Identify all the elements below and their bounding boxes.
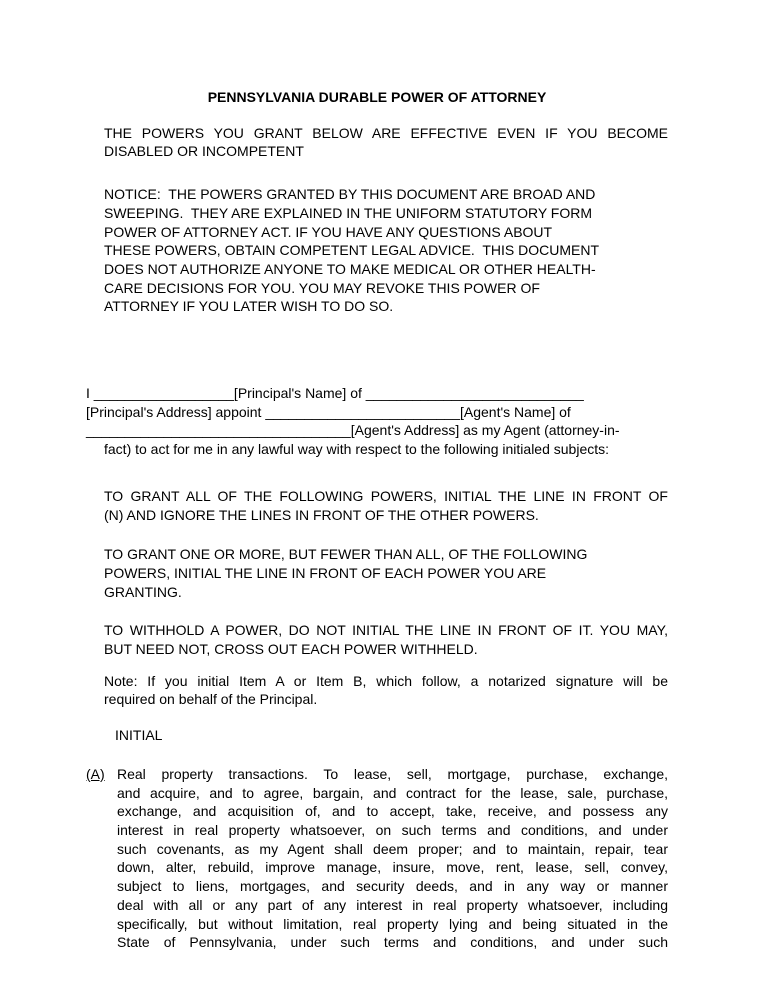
text-line: GRANTING. [104, 583, 182, 600]
text-line: required on behalf of the Principal. [104, 691, 318, 708]
document-title: PENNSYLVANIA DURABLE POWER OF ATTORNEY [207, 89, 547, 105]
text-line: specifically, but without limitation, real property lying and being situated in the [117, 915, 668, 932]
item-a-text [117, 765, 668, 952]
text-line: TO GRANT ONE OR MORE, BUT FEWER THAN ALL, OF THE FOLLOWING [104, 546, 588, 563]
text-line: TO GRANT ALL OF THE FOLLOWING POWERS, INITIAL THE LINE IN FRONT OF [104, 487, 668, 504]
initial-label: INITIAL [115, 727, 163, 744]
text-line: such covenants, as my Agent shall deem proper; and to maintain, repair, tear [117, 840, 668, 857]
effective-statement [86, 124, 668, 161]
text-line: subject to liens, mortgages, and security deeds, and in any way or manner [117, 878, 668, 895]
grant-some-instruction [86, 545, 668, 601]
item-a-marker: (A) [86, 765, 105, 782]
notary-note [86, 672, 668, 709]
text-line: THE POWERS YOU GRANT BELOW ARE EFFECTIVE EVEN IF YOU BECOME [104, 124, 668, 141]
text-line: fact) to act for me in any lawful way with respect to the following initialed subjects: [104, 441, 610, 458]
notice-paragraph [86, 185, 668, 316]
text-line: interest in real property whatsoever, on such terms and conditions, and under [117, 821, 668, 838]
text-line: THESE POWERS, OBTAIN COMPETENT LEGAL ADVICE. THIS DOCUMENT [104, 242, 600, 259]
text-line: SWEEPING. THEY ARE EXPLAINED IN THE UNIFORM STATUTORY FORM [104, 204, 593, 221]
text-line: I __________________[Principal's Name] of ____________________________ [86, 385, 584, 402]
text-line: __________________________________[Agent's Address] as my Agent (attorney-in- [86, 422, 620, 439]
text-line: down, alter, rebuild, improve manage, insure, move, rent, lease, sell, convey, [117, 859, 668, 876]
text-line: DOES NOT AUTHORIZE ANYONE TO MAKE MEDICAL OR OTHER HEALTH- [104, 260, 596, 277]
text-line: Note: If you initial Item A or Item B, which follow, a notarized signature will be [104, 672, 668, 689]
item-a-paragraph [86, 765, 668, 952]
text-line: CARE DECISIONS FOR YOU. YOU MAY REVOKE THIS POWER OF [104, 279, 540, 296]
appointment-clause [86, 384, 668, 459]
grant-all-instruction [86, 487, 668, 524]
text-line: DISABLED OR INCOMPETENT [104, 143, 304, 160]
text-line: BUT NEED NOT, CROSS OUT EACH POWER WITHHELD. [104, 641, 478, 658]
text-line: [Principal's Address] appoint _________________________[Agent's Name] of [86, 403, 571, 420]
text-line: and acquire, and to agree, bargain, and contract for the lease, sale, purchase, [117, 784, 668, 801]
text-line: POWERS, INITIAL THE LINE IN FRONT OF EACH POWER YOU ARE [104, 564, 547, 581]
text-line: (N) AND IGNORE THE LINES IN FRONT OF THE OTHER POWERS. [104, 506, 539, 523]
text-line: TO WITHHOLD A POWER, DO NOT INITIAL THE LINE IN FRONT OF IT. YOU MAY, [104, 622, 668, 639]
text-line: exchange, and acquisition of, and to accept, take, receive, and possess any [117, 803, 668, 820]
text-line: deal with all or any part of any interest in real property whatsoever, including [117, 896, 668, 913]
text-line: State of Pennsylvania, under such terms and conditions, and under such [117, 934, 668, 951]
withhold-instruction [86, 621, 668, 658]
text-line: POWER OF ATTORNEY ACT. IF YOU HAVE ANY QUESTIONS ABOUT [104, 223, 553, 240]
text-line: Real property transactions. To lease, sell, mortgage, purchase, exchange, [117, 765, 668, 782]
text-line: NOTICE: THE POWERS GRANTED BY THIS DOCUMENT ARE BROAD AND [104, 186, 596, 203]
text-line: ATTORNEY IF YOU LATER WISH TO DO SO. [104, 298, 394, 315]
